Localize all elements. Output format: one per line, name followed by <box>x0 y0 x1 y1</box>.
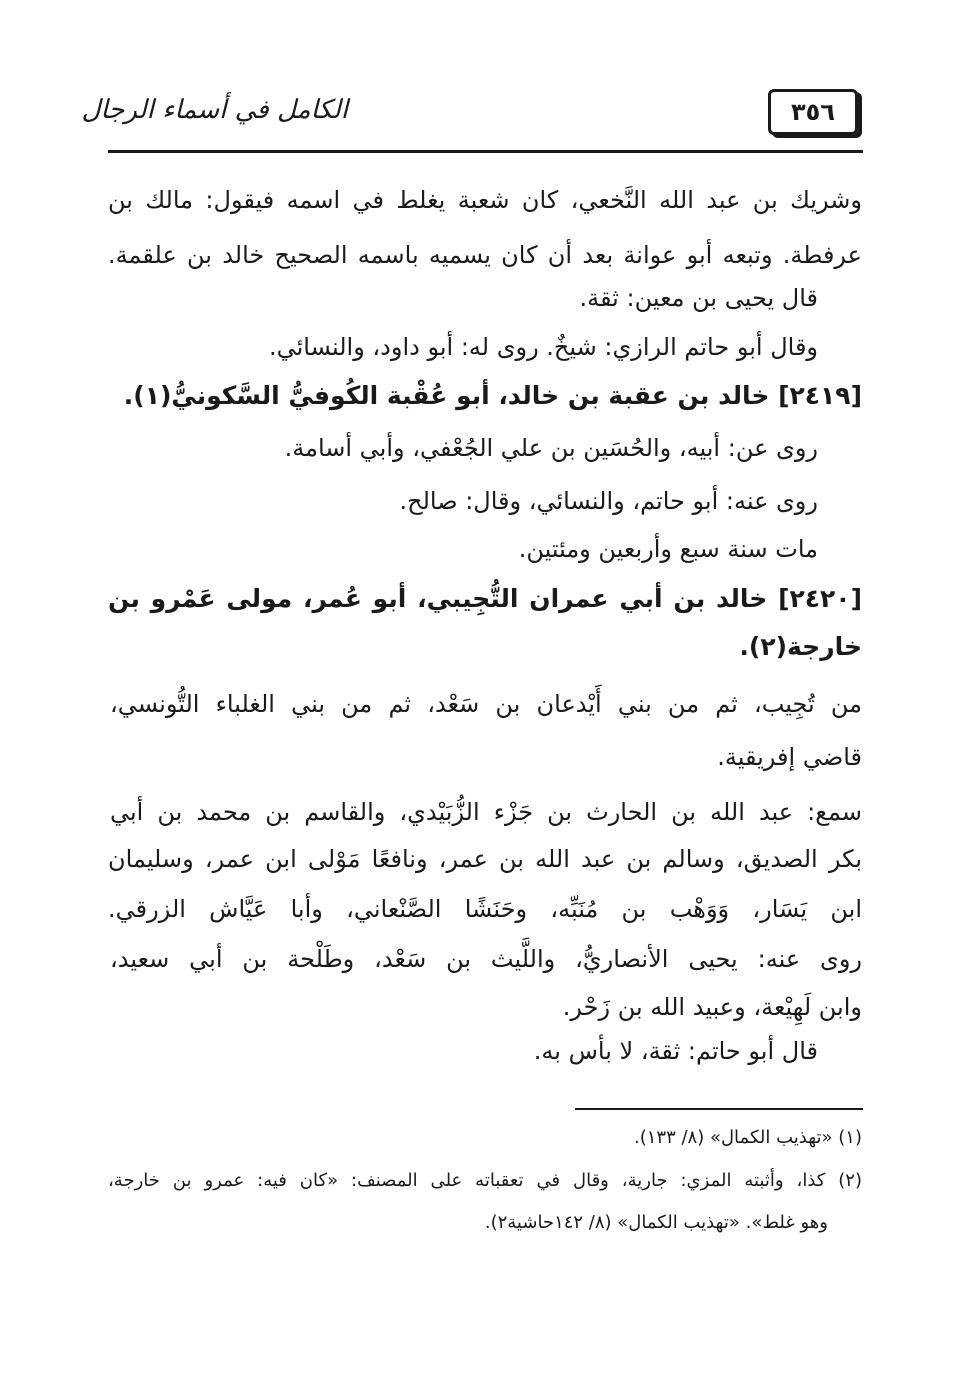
entry-heading-2420: [٢٤٢٠] خالد بن أبي عمران التُّجِيبي، أبو عُمر، مولى عَمْرو بن <box>108 584 862 613</box>
text-line: عرفطة. وتبعه أبو عوانة بعد أن كان يسميه باسمه الصحيح خالد بن علقمة. <box>108 241 862 269</box>
footnote-1: (١) «تهذيب الكمال» (٨/ ١٣٣). <box>633 1127 862 1148</box>
running-header-title: الكامل في أسماء الرجال <box>81 95 348 125</box>
text-line: روى عنه: يحيى الأنصاريُّ، واللَّيث بن سَعْد، وطَلْحة بن أبي سعيد، <box>110 945 862 973</box>
text-line: قال يحيى بن معين: ثقة. <box>579 284 818 312</box>
text-line: من تُجِيب، ثم من بني أَيْدعان بن سَعْد، ثم من بني الغلباء التُّونسي، <box>110 690 862 718</box>
header-divider <box>108 150 863 153</box>
footnote-divider <box>575 1108 863 1110</box>
page-number: ٣٥٦ <box>768 89 858 135</box>
text-line: وشريك بن عبد الله النَّخعي، كان شعبة يغلط في اسمه فيقول: مالك بن <box>108 186 862 214</box>
entry-heading-2419: [٢٤١٩] خالد بن عقبة بن خالد، أبو عُقْبة الكُوفيُّ السَّكونيُّ(١). <box>123 381 862 410</box>
footnote-2: (٢) كذا، وأثبته المزي: جارية، وقال في تعقباته على المصنف: «كان فيه: عمرو بن خارجة، <box>108 1170 862 1191</box>
text-line: قاضي إفريقية. <box>717 743 862 771</box>
footnote-2-cont: وهو غلط». «تهذيب الكمال» (٨/ ١٤٢حاشية٢). <box>484 1212 828 1233</box>
text-line: ابن يَسَار، وَوَهْب بن مُنَبِّه، وحَنَشًا الصَّنْعاني، وأبا عَيَّاش الزرقي. <box>108 895 862 923</box>
text-line: مات سنة سبع وأربعين ومئتين. <box>518 535 818 563</box>
text-line: بكر الصديق، وسالم بن عبد الله بن عمر، ونافعًا مَوْلى ابن عمر، وسليمان <box>108 845 862 873</box>
text-line: وابن لَهِيْعة، وعبيد الله بن زَحْر. <box>562 993 862 1021</box>
text-line: قال أبو حاتم: ثقة، لا بأس به. <box>533 1037 818 1065</box>
text-line: روى عن: أبيه، والحُسَين بن علي الجُعْفي، وأبي أسامة. <box>284 434 818 462</box>
text-line: وقال أبو حاتم الرازي: شيخٌ. روى له: أبو داود، والنسائي. <box>268 333 818 361</box>
text-line: روى عنه: أبو حاتم، والنسائي، وقال: صالح. <box>399 487 818 515</box>
entry-heading-2420-cont: خارجة(٢). <box>739 632 862 661</box>
text-line: سمع: عبد الله بن الحارث بن جَزْء الزُّبَيْدي، والقاسم بن محمد بن أبي <box>110 798 862 826</box>
